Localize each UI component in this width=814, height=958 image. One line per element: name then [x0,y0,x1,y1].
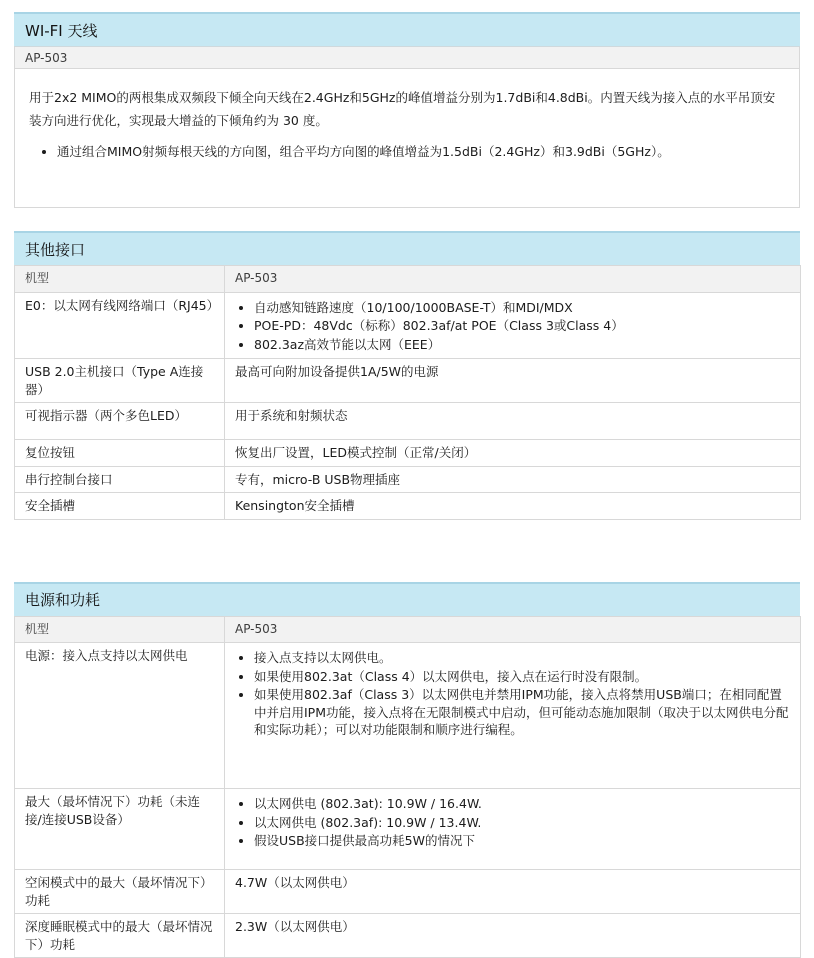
spec-section-power [14,582,800,958]
power-table [14,616,801,958]
model-strip [14,46,800,69]
spec-label-cell: 串行控制台接口 [15,466,225,493]
bullet-item: • 以太网供电 (802.3af): 10.9W / 13.4W. [254,814,790,832]
value-bullet-list [235,795,790,850]
spec-section-other-interfaces [14,231,800,520]
table-row [15,292,801,359]
spec-section-wifi-antenna [14,12,800,208]
table-row [15,493,801,520]
model-value-cell: AP-503 [225,266,801,293]
spec-label-cell: 最大（最坏情况下）功耗（未连接/连接USB设备） [15,789,225,870]
spec-label-cell: USB 2.0主机接口（Type A连接器） [15,359,225,403]
spec-label-cell: 可视指示器（两个多色LED） [15,403,225,440]
spec-value-cell: 4.7W（以太网供电） [225,870,801,914]
other-interfaces-table [14,265,801,520]
spec-value-cell: 最高可向附加设备提供1A/5W的电源 [225,359,801,403]
model-name: AP-503 [25,51,67,65]
bullet-item: • 如果使用802.3at（Class 4）以太网供电，接入点在运行时没有限制。 [254,668,790,686]
spec-value-cell: 恢复出厂设置，LED模式控制（正常/关闭） [225,440,801,467]
bullet-item: • 自动感知链路速度（10/100/1000BASE-T）和MDI/MDX [254,299,790,317]
spec-label-cell: 复位按钮 [15,440,225,467]
section-header [14,582,800,616]
model-header-cell: 机型 [15,616,225,643]
antenna-paragraph: 用于2x2 MIMO的两根集成双频段下倾全向天线在2.4GHz和5GHz的峰值增益分别为1.7dBi和4.8dBi。内置天线为接入点的水平吊顶安装方向进行优化，实现最大增益的下倾角约为 30 度。 [29,86,785,132]
section-title: WI-FI 天线 [25,20,98,41]
bullet-item: • 接入点支持以太网供电。 [254,649,790,667]
section-header [14,12,800,46]
spec-value-cell [225,643,801,789]
value-bullet-list [235,649,790,739]
table-row [15,643,801,789]
spec-label-cell: E0：以太网有线网络端口（RJ45） [15,292,225,359]
bullet-item: • 如果使用802.3af（Class 3）以太网供电并禁用IPM功能，接入点将禁用USB端口；在相同配置中并启用IPM功能，接入点将在无限制模式中启动，但可能动态施加限制（取决于以太网供电分配和实际功耗）；可以对功能限制和顺序进行编程。 [254,686,790,739]
antenna-bullet-list [29,142,785,162]
model-header-cell: 机型 [15,266,225,293]
table-row [15,403,801,440]
bullet-item: • 802.3az高效节能以太网（EEE） [254,336,790,354]
spec-label-cell: 空闲模式中的最大（最坏情况下）功耗 [15,870,225,914]
table-model-row [15,266,801,293]
spec-label-cell: 深度睡眠模式中的最大（最坏情况下）功耗 [15,914,225,958]
model-value-cell: AP-503 [225,616,801,643]
spec-value-cell: Kensington安全插槽 [225,493,801,520]
table-row [15,359,801,403]
spec-value-cell: 用于系统和射频状态 [225,403,801,440]
bullet-item: • 以太网供电 (802.3at): 10.9W / 16.4W. [254,795,790,813]
section-title: 电源和功耗 [25,589,100,610]
table-row [15,870,801,914]
table-model-row [15,616,801,643]
table-row [15,466,801,493]
spec-label-cell: 安全插槽 [15,493,225,520]
table-row [15,440,801,467]
bullet-item: • POE-PD：48Vdc（标称）802.3af/at POE（Class 3或Class 4） [254,317,790,335]
table-row [15,914,801,958]
bullet-item: • 假设USB接口提供最高功耗5W的情况下 [254,832,790,850]
spec-value-cell: 2.3W（以太网供电） [225,914,801,958]
section-title: 其他接口 [25,239,85,260]
spec-value-cell [225,789,801,870]
spec-value-cell: 专有，micro-B USB物理插座 [225,466,801,493]
antenna-description [14,69,800,208]
section-header [14,231,800,265]
bullet-item: • 通过组合MIMO射频每根天线的方向图，组合平均方向图的峰值增益为1.5dBi（2.4GHz）和3.9dBi（5GHz）。 [57,142,785,162]
table-row [15,789,801,870]
spec-label-cell: 电源：接入点支持以太网供电 [15,643,225,789]
value-bullet-list [235,299,790,354]
spec-value-cell [225,292,801,359]
